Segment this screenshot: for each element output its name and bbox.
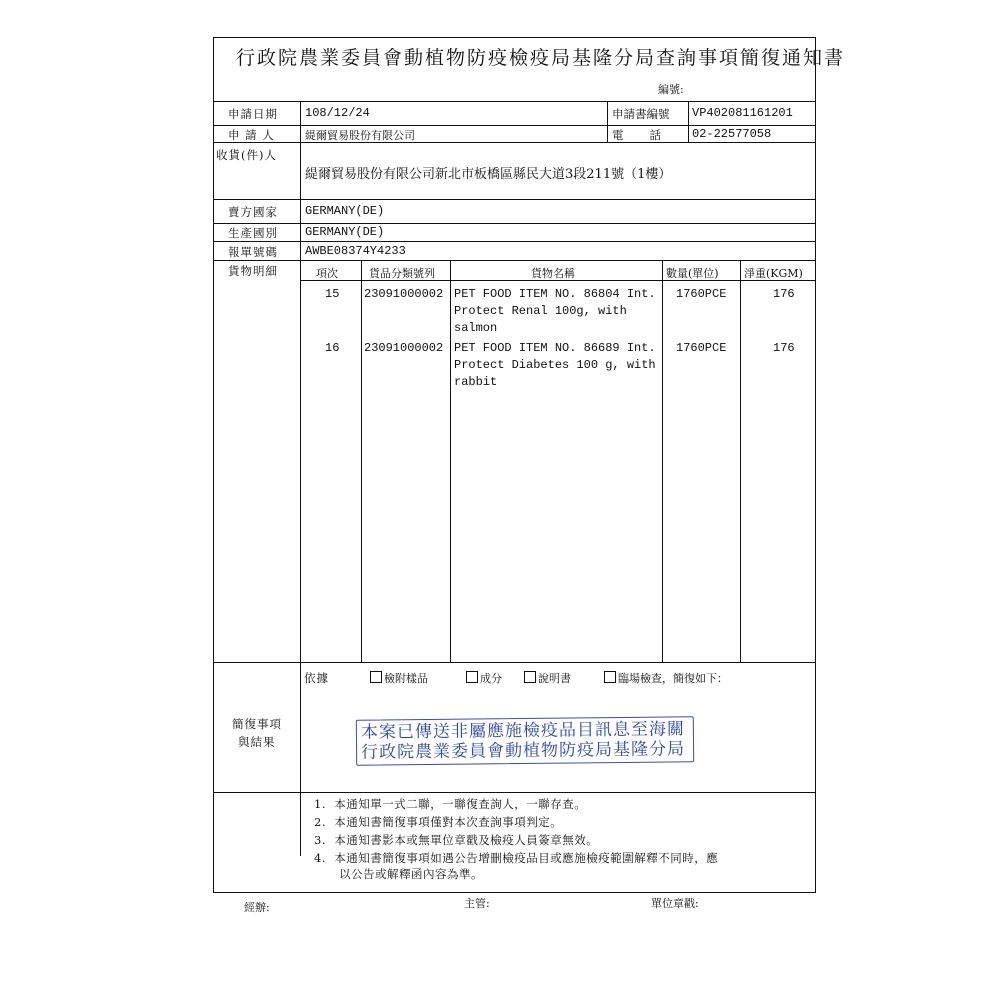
apply-date-value: 108/12/24: [305, 106, 370, 120]
application-no-value: VP402081161201: [692, 106, 793, 120]
row2-name-line2: Protect Diabetes 100 g, with: [454, 358, 656, 372]
basis-option-sample[interactable]: 檢附樣品: [370, 670, 428, 686]
applicant-value: 緹爾貿易股份有限公司: [305, 129, 415, 142]
row1-qty: 1760PCE: [676, 287, 727, 301]
applicant-label: 申 請 人: [228, 128, 275, 142]
row2-item: 16: [325, 341, 340, 355]
application-no-label: 申請書編號: [612, 107, 670, 121]
row1-code: 23091000002: [364, 287, 444, 301]
row2-code: 23091000002: [364, 341, 444, 355]
col-header-code: 貨品分類號列: [369, 267, 435, 280]
seller-country-value: GERMANY(DE): [305, 204, 385, 218]
basis-option-manual[interactable]: 說明書: [524, 670, 571, 686]
origin-country-value: GERMANY(DE): [305, 225, 385, 239]
consignee-label: 收貨(件)人: [216, 148, 277, 162]
consignee-value: 緹爾貿易股份有限公司新北市板橋區縣民大道3段211號（1樓）: [305, 167, 672, 182]
serial-label: 編號:: [658, 83, 684, 96]
note-1: 1. 本通知單一式二聯，一聯復查詢人，一聯存查。: [314, 797, 587, 811]
row2-name-line3: rabbit: [454, 375, 498, 389]
page-title: 行政院農業委員會動植物防疫檢疫局基隆分局查詢事項簡復通知書: [236, 47, 846, 69]
col-header-weight: 淨重(KGM): [744, 267, 803, 280]
handler-label: 經辦:: [244, 901, 270, 914]
note-2: 2. 本通知書簡復事項僅對本次查詢事項判定。: [314, 815, 563, 829]
checkbox-icon: [524, 671, 536, 683]
note-3: 3. 本通知書影本或無單位章戳及檢疫人員簽章無效。: [314, 833, 599, 847]
checkbox-icon: [370, 671, 382, 683]
row2-name-line1: PET FOOD ITEM NO. 86689 Int.: [454, 341, 656, 355]
goods-label: 貨物明細: [228, 264, 278, 278]
basis-label: 依據: [304, 671, 329, 685]
row2-qty: 1760PCE: [676, 341, 727, 355]
basis-option-onsite[interactable]: 臨場檢查，簡復如下：: [604, 670, 728, 686]
supervisor-label: 主管:: [464, 897, 490, 910]
row1-name-line3: salmon: [454, 321, 498, 335]
checkbox-icon: [466, 671, 478, 683]
col-header-item: 項次: [316, 267, 338, 280]
note-4: 4. 本通知書簡復事項如遇公告增刪檢疫品目或應施檢疫範圍解釋不同時，應: [314, 851, 719, 865]
apply-date-label: 申請日期: [228, 107, 278, 121]
origin-country-label: 生產國別: [228, 226, 278, 240]
row1-name-line1: PET FOOD ITEM NO. 86804 Int.: [454, 287, 656, 301]
stamp-line1: 本案已傳送非屬應施檢疫品目訊息至海關: [360, 719, 685, 743]
declaration-no-value: AWBE08374Y4233: [305, 244, 406, 258]
stamp-line2: 行政院農業委員會動植物防疫局基隆分局: [361, 739, 686, 763]
result-label-line2: 與結果: [238, 735, 276, 749]
declaration-no-label: 報單號碼: [228, 245, 278, 259]
row1-item: 15: [325, 287, 340, 301]
checkbox-icon: [604, 671, 616, 683]
seller-country-label: 賣方國家: [228, 205, 278, 219]
col-header-name: 貨物名稱: [531, 267, 575, 280]
phone-label: 電 話: [612, 128, 662, 142]
row1-weight: 176: [773, 287, 795, 301]
basis-option-ingredients[interactable]: 成分: [466, 670, 502, 686]
note-4-cont: 以公告或解釋函內容為準。: [339, 867, 483, 881]
row2-weight: 176: [773, 341, 795, 355]
phone-value: 02-22577058: [692, 127, 772, 141]
result-label-line1: 簡復事項: [232, 717, 282, 731]
col-header-qty: 數量(單位): [666, 267, 719, 280]
row1-name-line2: Protect Renal 100g, with: [454, 304, 627, 318]
customs-stamp: [356, 716, 694, 766]
unit-seal-label: 單位章戳:: [651, 897, 699, 910]
